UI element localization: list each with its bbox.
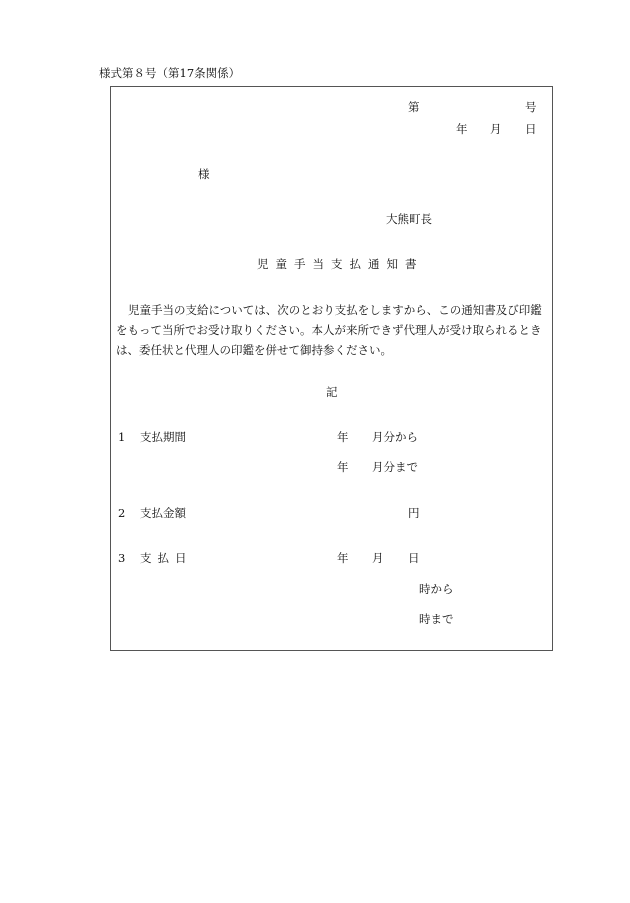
pay-date-month: 月 — [372, 551, 384, 565]
item-3-label: 支払日 — [140, 551, 193, 565]
issuer: 大熊町長 — [386, 212, 432, 226]
item-3-number: 3 — [118, 551, 126, 565]
number-prefix: 第 — [408, 100, 420, 114]
notice-frame — [110, 86, 553, 651]
body-line-1: 児童手当の支給については、次のとおり支払をしますから、この通知書及び印鑑 — [128, 303, 542, 317]
item-2-label: 支払金額 — [140, 506, 186, 520]
ki-heading: 記 — [326, 385, 338, 399]
pay-date-year: 年 — [337, 551, 349, 565]
item-2-number: 2 — [118, 506, 126, 520]
date-day: 日 — [525, 122, 537, 136]
amount-unit: 円 — [408, 506, 420, 520]
period-to-month: 月分まで — [372, 460, 418, 474]
date-year: 年 — [456, 122, 468, 136]
item-1-number: 1 — [118, 430, 126, 444]
notice-body — [116, 300, 550, 360]
body-line-3: は、委任状と代理人の印鑑を併せて御持参ください。 — [116, 343, 392, 357]
item-1-label: 支払期間 — [140, 430, 186, 444]
document-title: 児童手当支払通知書 — [257, 257, 424, 271]
pay-date-day: 日 — [408, 551, 420, 565]
period-to-year: 年 — [337, 460, 349, 474]
body-line-2: をもって当所でお受け取りください。本人が来所できず代理人が受け取られるとき — [116, 323, 542, 337]
number-suffix: 号 — [525, 100, 537, 114]
addressee-suffix: 様 — [198, 167, 210, 181]
time-to: 時まで — [419, 612, 454, 626]
time-from: 時から — [419, 582, 454, 596]
period-from-year: 年 — [337, 430, 349, 444]
period-from-month: 月分から — [372, 430, 418, 444]
form-label: 様式第８号（第17条関係） — [99, 66, 241, 80]
date-month: 月 — [490, 122, 502, 136]
